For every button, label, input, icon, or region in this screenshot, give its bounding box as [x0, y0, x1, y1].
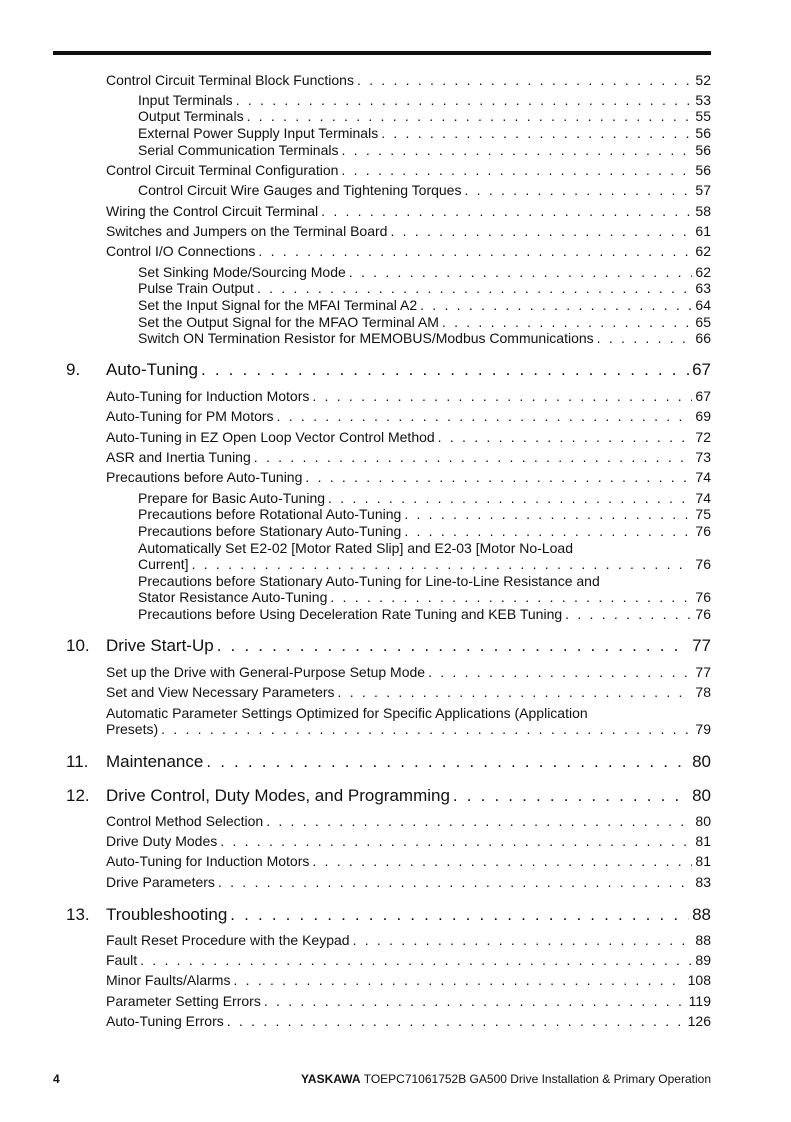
- toc-entry-title: Precautions before Rotational Auto-Tuning: [138, 506, 402, 522]
- toc-entry-title: Control Circuit Terminal Block Functions: [106, 72, 354, 88]
- section-title: Maintenance: [106, 752, 204, 771]
- toc-entry[interactable]: [106, 449, 711, 465]
- dot-leader: [349, 264, 693, 280]
- dot-leader: [220, 833, 692, 849]
- toc-entry-page: 57: [695, 182, 711, 198]
- toc-entry-page: 74: [695, 490, 711, 506]
- toc-entry[interactable]: [106, 388, 711, 404]
- footer-page-number: 4: [53, 1072, 60, 1086]
- toc-entry-title: Precautions before Auto-Tuning: [106, 469, 303, 485]
- toc-entry-title: Pulse Train Output: [138, 280, 254, 296]
- dot-leader: [420, 297, 692, 313]
- dot-leader: [312, 388, 692, 404]
- dot-leader: [161, 721, 692, 737]
- toc-entry[interactable]: [106, 853, 711, 869]
- toc-section-heading[interactable]: [66, 905, 711, 925]
- toc-entry-page: 76: [695, 556, 711, 572]
- toc-entry-title: Set up the Drive with General-Purpose Setup Mode: [106, 664, 426, 680]
- toc-entry-page: 62: [695, 243, 711, 259]
- toc-entry-page: 65: [695, 314, 711, 330]
- dot-leader: [266, 813, 692, 829]
- toc-entry-page: 55: [695, 108, 711, 124]
- dot-leader: [565, 606, 692, 622]
- toc-entry-title: Control Circuit Wire Gauges and Tightening Torques: [138, 182, 462, 198]
- toc-entry-title: Set the Input Signal for the MFAI Terminal A2: [138, 297, 418, 313]
- toc-entry[interactable]: [138, 280, 711, 296]
- dot-leader: [341, 142, 692, 158]
- section-title: Drive Start-Up: [106, 636, 214, 655]
- toc-entry[interactable]: [138, 523, 711, 539]
- toc-entry[interactable]: [106, 664, 711, 680]
- toc-entry-page: 64: [695, 297, 711, 313]
- toc-entry[interactable]: [138, 556, 711, 572]
- toc-entry[interactable]: [106, 932, 711, 948]
- toc-entry-page: 72: [695, 429, 711, 445]
- toc-entry-title: Set Sinking Mode/Sourcing Mode: [138, 264, 346, 280]
- section-number: 13.: [66, 905, 90, 924]
- toc-entry[interactable]: [106, 72, 711, 88]
- dot-leader: [428, 664, 692, 680]
- section-title: Drive Control, Duty Modes, and Programming: [106, 786, 450, 805]
- toc-entry[interactable]: [106, 813, 711, 829]
- dot-leader: [381, 125, 692, 141]
- toc-entry[interactable]: [138, 142, 711, 158]
- toc-entry[interactable]: [138, 297, 711, 313]
- toc-entry-title: Control Method Selection: [106, 813, 264, 829]
- dot-leader: [353, 932, 693, 948]
- dot-leader: [218, 874, 693, 890]
- toc-entry[interactable]: [106, 874, 711, 890]
- toc-entry-title: Set the Output Signal for the MFAO Terminal AM: [138, 314, 439, 330]
- toc-entry-page: 76: [695, 589, 711, 605]
- dot-leader: [192, 556, 693, 572]
- toc-entry-page: 56: [695, 125, 711, 141]
- toc-entry-title: Auto-Tuning for Induction Motors: [106, 853, 310, 869]
- toc-entry-page: 79: [695, 721, 711, 737]
- toc-entry[interactable]: [106, 223, 711, 239]
- toc-entry[interactable]: [106, 408, 711, 424]
- toc-entry[interactable]: [106, 162, 711, 178]
- toc-entry-title: Control I/O Connections: [106, 243, 256, 259]
- toc-entry[interactable]: [138, 506, 711, 522]
- toc-entry-title: Switch ON Termination Resistor for MEMOBUS/Modbus Communications: [138, 330, 594, 346]
- dot-leader: [357, 72, 692, 88]
- toc-entry-page: 81: [695, 833, 711, 849]
- dot-leader: [258, 243, 692, 259]
- toc-section-heading[interactable]: [66, 636, 711, 656]
- dot-leader: [206, 752, 689, 772]
- toc-entry-title: Prepare for Basic Auto-Tuning: [138, 490, 326, 506]
- dot-leader: [230, 905, 689, 925]
- toc-entry-title: Output Terminals: [138, 108, 244, 124]
- dot-leader: [341, 162, 692, 178]
- dot-leader: [464, 182, 692, 198]
- toc-entry[interactable]: [106, 1013, 711, 1029]
- section-page: 80: [692, 752, 711, 771]
- toc-entry[interactable]: [138, 108, 711, 124]
- toc-entry-title: Current]: [138, 556, 189, 572]
- section-page: 88: [692, 905, 711, 924]
- toc-entry[interactable]: [106, 203, 711, 219]
- toc-entry[interactable]: [106, 952, 711, 968]
- toc-entry[interactable]: [138, 314, 711, 330]
- toc-entry-title: Auto-Tuning for PM Motors: [106, 408, 274, 424]
- toc-entry[interactable]: [138, 264, 711, 280]
- toc-entry[interactable]: [138, 606, 711, 622]
- toc-entry-title: Switches and Jumpers on the Terminal Board: [106, 223, 388, 239]
- toc-entry-page: 74: [695, 469, 711, 485]
- toc-entry[interactable]: [106, 469, 711, 485]
- section-page: 77: [692, 636, 711, 655]
- toc-entry-title: Parameter Setting Errors: [106, 993, 261, 1009]
- toc-entry-page: 61: [695, 223, 711, 239]
- toc-entry-page: 69: [695, 408, 711, 424]
- toc-entry-title: Precautions before Using Deceleration Rate Tuning and KEB Tuning: [138, 606, 563, 622]
- toc-entry[interactable]: [138, 125, 711, 141]
- toc-entry-title: Wiring the Control Circuit Terminal: [106, 203, 319, 219]
- toc-entry-title: Auto-Tuning Errors: [106, 1013, 224, 1029]
- toc-entry[interactable]: [106, 429, 711, 445]
- toc-entry-page: 76: [695, 523, 711, 539]
- toc-entry[interactable]: [106, 833, 711, 849]
- section-number: 10.: [66, 636, 90, 655]
- toc-entry-title: Drive Parameters: [106, 874, 215, 890]
- dot-leader: [305, 469, 692, 485]
- toc-entry[interactable]: [106, 243, 711, 259]
- dot-leader: [227, 1013, 685, 1029]
- dot-leader: [404, 523, 692, 539]
- dot-leader: [277, 408, 693, 424]
- dot-leader: [330, 589, 692, 605]
- section-number: 12.: [66, 786, 90, 805]
- toc-entry-title: Drive Duty Modes: [106, 833, 218, 849]
- section-page: 80: [692, 786, 711, 805]
- toc-entry-title: Auto-Tuning in EZ Open Loop Vector Control Method: [106, 429, 435, 445]
- top-rule: [53, 51, 711, 55]
- toc-entry-title: Serial Communication Terminals: [138, 142, 339, 158]
- section-number: 9.: [66, 360, 81, 379]
- toc-entry-page: 80: [695, 813, 711, 829]
- toc-entry-first-line[interactable]: Automatic Parameter Settings Optimized for Specific Applications (Application: [106, 705, 588, 721]
- toc-entry-page: 78: [695, 684, 711, 700]
- dot-leader: [328, 490, 692, 506]
- toc-entry[interactable]: [138, 589, 711, 605]
- footer-document-info: [301, 1072, 711, 1086]
- dot-leader: [442, 314, 693, 330]
- footer-brand: YASKAWA: [301, 1072, 361, 1086]
- section-number: 11.: [66, 752, 89, 771]
- dot-leader: [438, 429, 693, 445]
- dot-leader: [338, 684, 693, 700]
- toc-entry-page: 81: [695, 853, 711, 869]
- toc-entry-page: 75: [695, 506, 711, 522]
- toc-entry-page: 66: [695, 330, 711, 346]
- toc-entry[interactable]: [138, 182, 711, 198]
- toc-entry[interactable]: [106, 972, 711, 988]
- toc-entry-first-line[interactable]: Automatically Set E2-02 [Motor Rated Slip] and E2-03 [Motor No-Load: [138, 540, 573, 556]
- dot-leader: [264, 993, 686, 1009]
- toc-entry-title: ASR and Inertia Tuning: [106, 449, 251, 465]
- dot-leader: [217, 636, 689, 656]
- toc-section-heading[interactable]: [66, 752, 711, 772]
- toc-entry[interactable]: [106, 684, 711, 700]
- dot-leader: [312, 853, 692, 869]
- toc-entry-page: 53: [695, 92, 711, 108]
- toc-entry-page: 56: [695, 162, 711, 178]
- toc-entry-title: Control Circuit Terminal Configuration: [106, 162, 339, 178]
- toc-entry-page: 77: [695, 664, 711, 680]
- toc-entry-page: 126: [687, 1013, 711, 1029]
- toc-entry-title: Presets): [106, 721, 159, 737]
- toc-entry-page: 56: [695, 142, 711, 158]
- toc-entry-title: Stator Resistance Auto-Tuning: [138, 589, 328, 605]
- dot-leader: [257, 280, 692, 296]
- toc-entry[interactable]: [138, 92, 711, 108]
- toc-entry-page: 73: [695, 449, 711, 465]
- toc-entry-page: 62: [695, 264, 711, 280]
- toc-entry-page: 88: [695, 932, 711, 948]
- dot-leader: [236, 92, 693, 108]
- toc-entry-page: 119: [688, 993, 711, 1009]
- toc-entry-page: 63: [695, 280, 711, 296]
- toc-entry[interactable]: [138, 330, 711, 346]
- toc-entry[interactable]: [106, 993, 711, 1009]
- toc-entry-title: Precautions before Stationary Auto-Tuning: [138, 523, 402, 539]
- dot-leader: [233, 972, 684, 988]
- toc-entry-page: 108: [687, 972, 711, 988]
- dot-leader: [390, 223, 692, 239]
- dot-leader: [201, 360, 689, 380]
- dot-leader: [140, 952, 692, 968]
- toc-section-heading[interactable]: [66, 786, 711, 806]
- dot-leader: [404, 506, 692, 522]
- section-title: Troubleshooting: [106, 905, 228, 924]
- section-title: Auto-Tuning: [106, 360, 198, 379]
- section-page: 67: [692, 360, 711, 379]
- toc-entry-page: 52: [695, 72, 711, 88]
- dot-leader: [254, 449, 693, 465]
- toc-entry-title: Fault Reset Procedure with the Keypad: [106, 932, 350, 948]
- dot-leader: [321, 203, 692, 219]
- footer-doc-title: TOEPC71061752B GA500 Drive Installation & Primary Operation: [363, 1072, 711, 1086]
- dot-leader: [247, 108, 693, 124]
- dot-leader: [453, 786, 689, 806]
- toc-entry-title: Minor Faults/Alarms: [106, 972, 231, 988]
- toc-entry-title: Input Terminals: [138, 92, 233, 108]
- toc-entry[interactable]: [106, 721, 711, 737]
- toc-entry-title: Auto-Tuning for Induction Motors: [106, 388, 310, 404]
- toc-entry-page: 83: [695, 874, 711, 890]
- toc-entry[interactable]: [138, 490, 711, 506]
- toc-entry-title: Set and View Necessary Parameters: [106, 684, 335, 700]
- toc-entry-page: 89: [695, 952, 711, 968]
- dot-leader: [597, 330, 693, 346]
- toc-entry-first-line[interactable]: Precautions before Stationary Auto-Tuning for Line-to-Line Resistance and: [138, 573, 600, 589]
- toc-entry-title: Fault: [106, 952, 138, 968]
- toc-section-heading[interactable]: [66, 360, 711, 380]
- toc-entry-page: 58: [695, 203, 711, 219]
- toc-entry-title: External Power Supply Input Terminals: [138, 125, 379, 141]
- toc-entry-page: 67: [695, 388, 711, 404]
- toc-entry-page: 76: [695, 606, 711, 622]
